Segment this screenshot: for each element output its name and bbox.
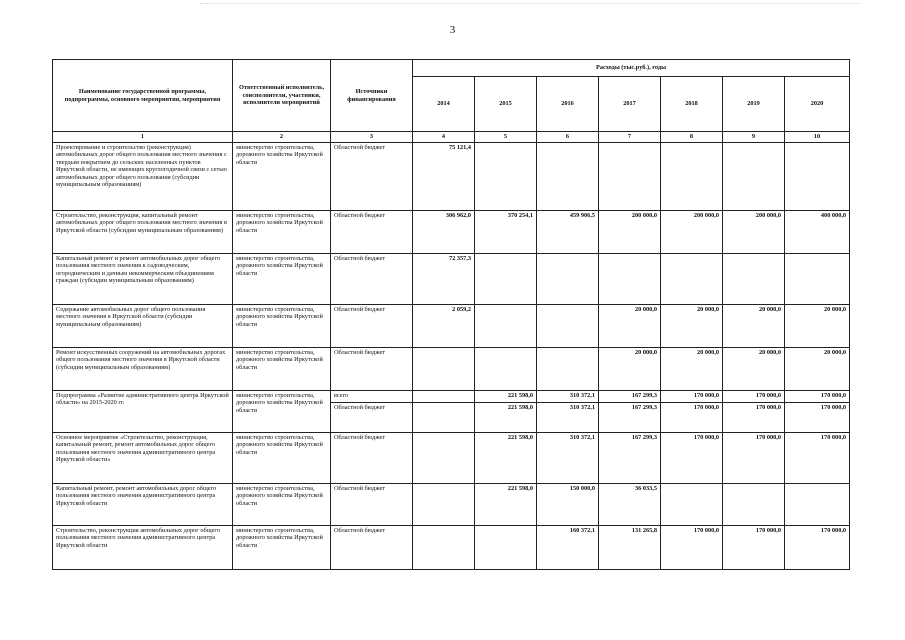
row-source: Областной бюджет (331, 253, 413, 304)
value-cell: 131 265,8 (599, 525, 661, 569)
value-cell (723, 483, 785, 525)
value-cell (475, 253, 537, 304)
column-number: 3 (331, 132, 413, 143)
header-responsible: Ответственный исполнитель, соисполнители, участники, исполнители мероприятий (233, 60, 331, 132)
value-cell (537, 142, 599, 210)
value-cell: 36 033,5 (599, 483, 661, 525)
table-row (53, 483, 850, 525)
table-row (53, 347, 850, 390)
row-source: Областной бюджет (331, 483, 413, 525)
header-year: 2018 (661, 77, 723, 132)
page-number: 3 (449, 24, 456, 36)
value-cell (413, 525, 475, 569)
value-cell (413, 347, 475, 390)
value-cell: 170 000,0 (723, 390, 785, 402)
header-name: Наименование государственной программы, подпрограммы, основного мероприятия, мероприятия (53, 60, 233, 132)
header-year: 2020 (785, 77, 850, 132)
header-year: 2016 (537, 77, 599, 132)
value-cell (785, 142, 850, 210)
column-number: 7 (599, 132, 661, 143)
value-cell: 170 000,0 (785, 525, 850, 569)
column-number: 8 (661, 132, 723, 143)
row-responsible: министерство строительства, дорожного хозяйства Иркутской области (233, 253, 331, 304)
value-cell: 20 000,0 (661, 347, 723, 390)
row-responsible: министерство строительства, дорожного хозяйства Иркутской области (233, 525, 331, 569)
row-responsible: министерство строительства, дорожного хозяйства Иркутской области (233, 432, 331, 483)
value-cell (661, 483, 723, 525)
column-number: 1 (53, 132, 233, 143)
value-cell (537, 253, 599, 304)
value-cell: 20 000,0 (599, 304, 661, 347)
value-cell: 170 000,0 (723, 525, 785, 569)
value-cell (475, 304, 537, 347)
header-year: 2014 (413, 77, 475, 132)
value-cell: 150 000,0 (537, 483, 599, 525)
value-cell (661, 142, 723, 210)
value-cell: 170 000,0 (661, 525, 723, 569)
value-cell: 20 000,0 (785, 304, 850, 347)
column-number: 9 (723, 132, 785, 143)
row-responsible: министерство строительства, дорожного хозяйства Иркутской области (233, 347, 331, 390)
row-responsible: министерство строительства, дорожного хозяйства Иркутской области (233, 210, 331, 253)
value-cell: 167 299,3 (599, 390, 661, 402)
value-cell (413, 402, 475, 432)
value-cell: 170 000,0 (785, 402, 850, 432)
value-cell (661, 253, 723, 304)
row-name: Капитальный ремонт и ремонт автомобильных дорог общего пользования местного значения к садоводческим, огородническим и дачным некоммерческим объединениям граждан (субсидии муниципальным образованиям) (53, 253, 233, 304)
value-cell: 75 121,4 (413, 142, 475, 210)
value-cell: 170 000,0 (661, 390, 723, 402)
row-responsible: министерство строительства, дорожного хозяйства Иркутской области (233, 142, 331, 210)
row-responsible: министерство строительства, дорожного хозяйства Иркутской области (233, 390, 331, 432)
value-cell: 200 000,0 (599, 210, 661, 253)
column-number: 5 (475, 132, 537, 143)
value-cell: 170 000,0 (785, 432, 850, 483)
value-cell: 221 598,0 (475, 483, 537, 525)
value-cell (475, 142, 537, 210)
value-cell: 221 598,0 (475, 390, 537, 402)
row-source: Областной бюджет (331, 402, 413, 432)
row-source: Областной бюджет (331, 142, 413, 210)
value-cell: 170 000,0 (723, 402, 785, 432)
table-row (53, 525, 850, 569)
value-cell: 20 000,0 (723, 347, 785, 390)
row-responsible: министерство строительства, дорожного хозяйства Иркутской области (233, 483, 331, 525)
table-row (53, 253, 850, 304)
value-cell: 370 254,1 (475, 210, 537, 253)
value-cell: 400 000,0 (785, 210, 850, 253)
value-cell (537, 347, 599, 390)
value-cell (475, 525, 537, 569)
column-number: 2 (233, 132, 331, 143)
value-cell: 200 000,0 (661, 210, 723, 253)
row-source: Областной бюджет (331, 432, 413, 483)
header-year: 2017 (599, 77, 661, 132)
column-number: 6 (537, 132, 599, 143)
value-cell: 170 000,0 (785, 390, 850, 402)
row-source: Областной бюджет (331, 347, 413, 390)
value-cell: 170 000,0 (661, 432, 723, 483)
table-row (53, 390, 850, 402)
row-name: Строительство, реконструкция автомобильных дорог общего пользования местного значения административного центра Иркутской области (53, 525, 233, 569)
row-name: Содержание автомобильных дорог общего пользования местного значения в Иркутской области (субсидии муниципальным образованиям) (53, 304, 233, 347)
value-cell: 20 000,0 (785, 347, 850, 390)
column-number-row (53, 132, 850, 143)
row-name: Строительство, реконструкция, капитальный ремонт автомобильных дорог общего пользования местного значения в Иркутской области (субсидии муниципальным образованиям) (53, 210, 233, 253)
row-name: Проектирование и строительство (реконструкция) автомобильных дорог общего пользования местного значения с твердым покрытием до сельских населенных пунктов Иркутской области, не имеющих круглогодичной связи с сетью автомобильных дорог общего пользования (субсидии муниципальным образованиям) (53, 142, 233, 210)
table-row (53, 304, 850, 347)
value-cell (599, 142, 661, 210)
value-cell: 200 000,0 (723, 210, 785, 253)
value-cell (413, 432, 475, 483)
financing-table (52, 59, 850, 570)
header-year: 2019 (723, 77, 785, 132)
value-cell: 170 000,0 (661, 402, 723, 432)
value-cell: 310 372,1 (537, 390, 599, 402)
table-row (53, 432, 850, 483)
value-cell (785, 253, 850, 304)
column-number: 10 (785, 132, 850, 143)
row-source: Областной бюджет (331, 525, 413, 569)
value-cell: 20 000,0 (661, 304, 723, 347)
value-cell: 306 962,0 (413, 210, 475, 253)
header-year: 2015 (475, 77, 537, 132)
row-name: Подпрограмма «Развитие административного центра Иркутской области» на 2015-2020 гг. (53, 390, 233, 432)
table-row (53, 210, 850, 253)
value-cell: 221 598,0 (475, 402, 537, 432)
value-cell (723, 253, 785, 304)
value-cell (413, 390, 475, 402)
value-cell (475, 347, 537, 390)
value-cell (537, 304, 599, 347)
value-cell: 72 357,3 (413, 253, 475, 304)
header-source: Источники финансирования (331, 60, 413, 132)
value-cell: 170 000,0 (723, 432, 785, 483)
scan-artifact-line (200, 3, 860, 5)
row-source: Областной бюджет (331, 210, 413, 253)
row-source: Областной бюджет (331, 304, 413, 347)
value-cell: 160 372,1 (537, 525, 599, 569)
value-cell (785, 483, 850, 525)
value-cell (599, 253, 661, 304)
value-cell (723, 142, 785, 210)
value-cell: 167 299,3 (599, 432, 661, 483)
header-expenses: Расходы (тыс.руб.), годы (413, 60, 850, 77)
value-cell: 310 372,1 (537, 402, 599, 432)
value-cell: 167 299,3 (599, 402, 661, 432)
value-cell: 459 906,5 (537, 210, 599, 253)
value-cell: 20 000,0 (599, 347, 661, 390)
value-cell: 310 372,1 (537, 432, 599, 483)
row-name: Капитальный ремонт, ремонт автомобильных дорог общего пользования местного значения административного центра Иркутской области (53, 483, 233, 525)
header-row-top (53, 60, 850, 77)
value-cell: 221 598,0 (475, 432, 537, 483)
row-name: Ремонт искусственных сооружений на автомобильных дорогах общего пользования местного значения в Иркутской области (субсидии муниципальным образованиям) (53, 347, 233, 390)
row-responsible: министерство строительства, дорожного хозяйства Иркутской области (233, 304, 331, 347)
table-row (53, 142, 850, 210)
column-number: 4 (413, 132, 475, 143)
value-cell: 2 059,2 (413, 304, 475, 347)
value-cell: 20 000,0 (723, 304, 785, 347)
row-source: всего (331, 390, 413, 402)
value-cell (413, 483, 475, 525)
row-name: Основное мероприятие «Строительство, реконструкция, капитальный ремонт, ремонт автомобильных дорог общего пользования местного значения административного центра Иркутской области» (53, 432, 233, 483)
